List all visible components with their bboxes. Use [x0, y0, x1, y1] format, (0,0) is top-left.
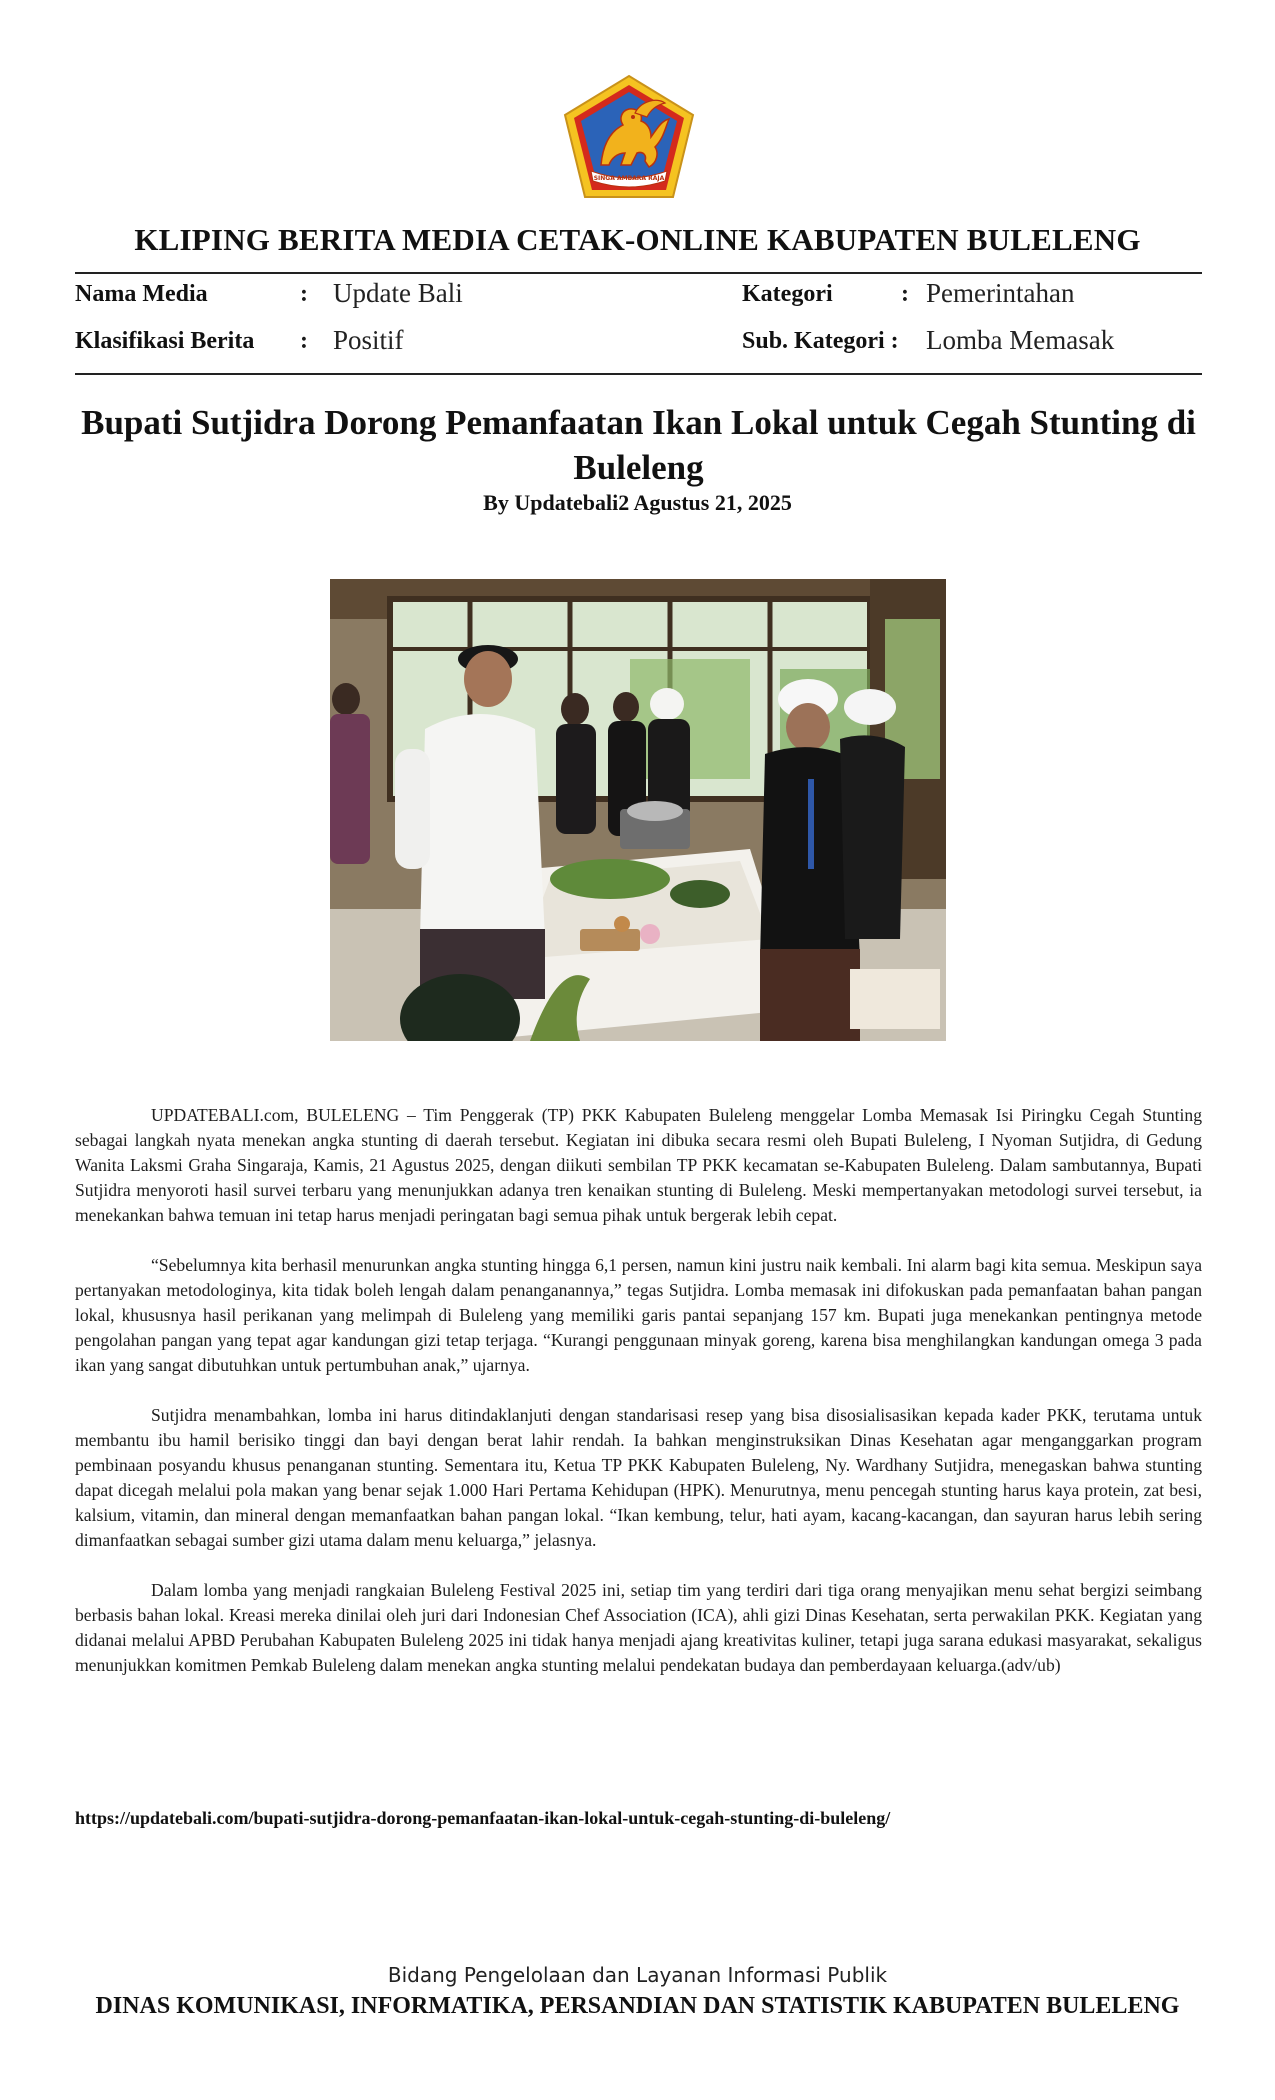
- subcategory-value: Lomba Memasak: [926, 325, 1115, 355]
- media-label: Nama Media: [75, 281, 208, 307]
- article-paragraph: Sutjidra menambahkan, lomba ini harus ditindaklanjuti dengan standarisasi resep yang bisa disosialisasikan kepada kader PKK, terutama untuk membantu ibu hamil berisiko tinggi dan bayi dengan berat lahir rendah. Ia bahkan menginstruksikan Dinas Kesehatan agar menganggarkan program pembinaan posyandu khusus penanganan stunting. Sementara itu, Ketua TP PKK Kabupaten Buleleng, Ny. Wardhany Sutjidra, menegaskan bahwa stunting dapat dicegah melalui pola makan yang benar sejak 1.000 Hari Pertama Kehidupan (HPK). Menurutnya, menu pencegah stunting harus kaya protein, zat besi, kalsium, vitamin, dan mineral dengan memanfaatkan bahan pangan lokal. “Ikan kembung, telur, hati ayam, kacang-kacangan, dan sayuran harus lebih sering dimanfaatkan sebagai sumber gizi utama dalam menu keluarga,” jelasnya.: [75, 1405, 1202, 1550]
- clipping-header-title: KLIPING BERITA MEDIA CETAK-ONLINE KABUPATEN BULELENG: [134, 222, 1141, 257]
- media-value: Update Bali: [333, 278, 463, 308]
- emblem-motto: SINGA AMBARA RAJA: [593, 175, 665, 182]
- subcategory-label: Sub. Kategori :: [742, 328, 899, 354]
- category-value: Pemerintahan: [926, 278, 1075, 308]
- category-label: Kategori: [742, 281, 833, 307]
- article-body: [75, 1103, 1202, 1703]
- meta-row-1: [75, 278, 1202, 321]
- classification-label: Klasifikasi Berita: [75, 328, 255, 354]
- footer-department: Bidang Pengelolaan dan Layanan Informasi Publik: [387, 1963, 888, 1987]
- footer-agency: DINAS KOMUNIKASI, INFORMATIKA, PERSANDIAN DAN STATISTIK KABUPATEN BULELENG: [95, 1993, 1180, 2019]
- header-top-rule: [75, 272, 1202, 274]
- media-colon: :: [300, 281, 308, 307]
- category-colon: :: [901, 281, 909, 307]
- classification-colon: :: [300, 328, 308, 354]
- article-headline: Bupati Sutjidra Dorong Pemanfaatan Ikan Lokal untuk Cegah Stunting di Buleleng: [81, 403, 1196, 487]
- article-byline: By Updatebali2 Agustus 21, 2025: [483, 490, 792, 515]
- header-bottom-rule: [75, 373, 1202, 375]
- source-url-link[interactable]: https://updatebali.com/bupati-sutjidra-dorong-pemanfaatan-ikan-lokal-untuk-cegah-stunting-di-buleleng/: [75, 1808, 891, 1828]
- article-photo: [330, 579, 946, 1041]
- article-paragraph: Dalam lomba yang menjadi rangkaian Buleleng Festival 2025 ini, setiap tim yang terdiri dari tiga orang menyajikan menu sehat bergizi seimbang berbasis bahan lokal. Kreasi mereka dinilai oleh juri dari Indonesian Chef Association (ICA), ahli gizi Dinas Kesehatan, serta perwakilan PKK. Kegiatan yang didanai melalui APBD Perubahan Kabupaten Buleleng 2025 ini tidak hanya menjadi ajang kreativitas kuliner, tetapi juga sarana edukasi masyarakat, sekaligus menunjukkan komitmen Pemkab Buleleng dalam menekan angka stunting melalui pendekatan budaya dan pemberdayaan keluarga.(adv/ub): [75, 1580, 1202, 1675]
- article-paragraph: “Sebelumnya kita berhasil menurunkan angka stunting hingga 6,1 persen, namun kini justru naik kembali. Ini alarm bagi kita semua. Meskipun saya pertanyakan metodologinya, kita tidak boleh lengah dalam penanganannya,” tegas Sutjidra. Lomba memasak ini difokuskan pada pemanfaatan bahan pangan lokal, khususnya hasil perikanan yang melimpah di Buleleng yang memiliki garis pantai sepanjang 157 km. Bupati juga menekankan pentingnya metode pengolahan pangan yang tepat agar kandungan gizi tetap terjaga. “Kurangi penggunaan minyak goreng, karena bisa menghilangkan kandungan omega 3 pada ikan yang sangat dibutuhkan untuk pertumbuhan anak,” ujarnya.: [75, 1255, 1202, 1375]
- buleleng-regency-emblem-icon: [561, 73, 697, 201]
- meta-row-2: [75, 325, 1202, 368]
- article-paragraph: UPDATEBALI.com, BULELENG – Tim Penggerak (TP) PKK Kabupaten Buleleng menggelar Lomba Memasak Isi Piringku Cegah Stunting sebagai langkah nyata menekan angka stunting di daerah tersebut. Kegiatan ini dibuka secara resmi oleh Bupati Buleleng, I Nyoman Sutjidra, di Gedung Wanita Laksmi Graha Singaraja, Kamis, 21 Agustus 2025, dengan diikuti sembilan TP PKK kecamatan se-Kabupaten Buleleng. Dalam sambutannya, Bupati Sutjidra menyoroti hasil survei terbaru yang menunjukkan adanya tren kenaikan stunting di Buleleng. Meski mempertanyakan metodologi survei tersebut, ia menekankan bahwa temuan ini tetap harus menjadi peringatan bagi semua pihak untuk bergerak lebih cepat.: [75, 1105, 1202, 1225]
- classification-value: Positif: [333, 325, 404, 355]
